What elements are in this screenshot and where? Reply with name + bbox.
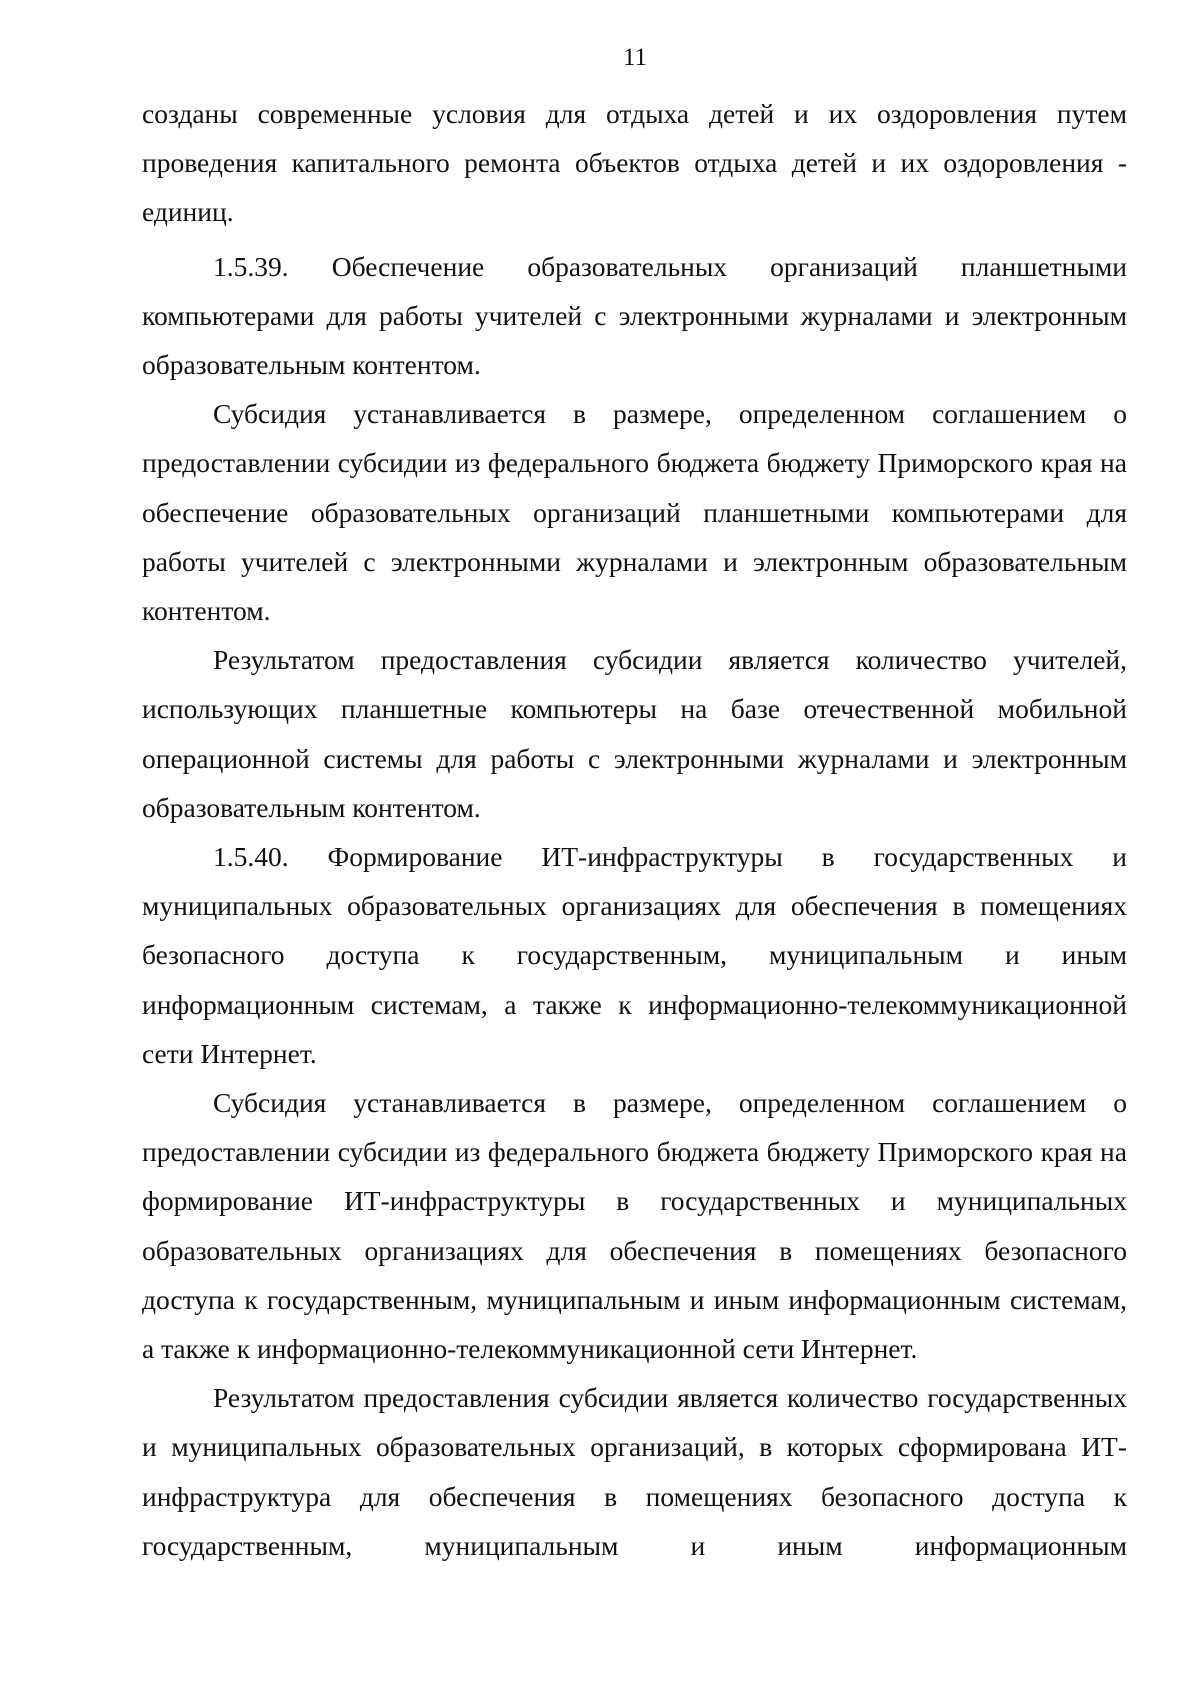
paragraph-item-1-5-40: 1.5.40. Формирование ИТ-инфраструктуры в государственных и муниципальных образовательных организациях для обеспечения в помещениях безопасного доступа к государственным, муниципальным и иным информационным системам, а также к информационно-телекоммуникационной сети Интернет.	[142, 841, 1127, 1069]
paragraph-subsidy-tablets: Субсидия устанавливается в размере, определенном соглашением о предоставлении субсидии из федерального бюджета бюджету Приморского края на обеспечение образовательных организаций планшетными компьютерами для работы учителей с электронными журналами и электронным образовательным контентом.	[142, 398, 1127, 627]
paragraph-result-tablets: Результатом предоставления субсидии является количество учителей, использующих планшетные компьютеры на базе отечественной мобильной операционной системы для работы с электронными журналами и электронным образовательным контентом.	[142, 644, 1127, 823]
paragraph-continuation: созданы современные условия для отдыха детей и их оздоровления путем проведения капитального ремонта объектов отдыха детей и их оздоровления - единиц.	[142, 98, 1127, 228]
page-number: 11	[622, 44, 648, 71]
paragraph-item-1-5-39: 1.5.39. Обеспечение образовательных организаций планшетными компьютерами для работы учителей с электронными журналами и электронным образовательным контентом.	[142, 250, 1127, 381]
paragraph-result-it-infrastructure: Результатом предоставления субсидии является количество государственных и муниципальных образовательных организаций, в которых сформирована ИТ-инфраструктура для обеспечения в помещениях безопасного доступа к государственным, муниципальным и иным информационным	[142, 1382, 1127, 1561]
paragraph-subsidy-it-infrastructure: Субсидия устанавливается в размере, определенном соглашением о предоставлении субсидии из федерального бюджета бюджету Приморского края на формирование ИТ-инфраструктуры в государственных и муниципальных образовательных организациях для обеспечения в помещениях безопасного доступа к государственным, муниципальным и иным информационным системам, а также к информационно-телекоммуникационной сети Интернет.	[142, 1087, 1127, 1365]
document-body	[142, 89, 1127, 1570]
